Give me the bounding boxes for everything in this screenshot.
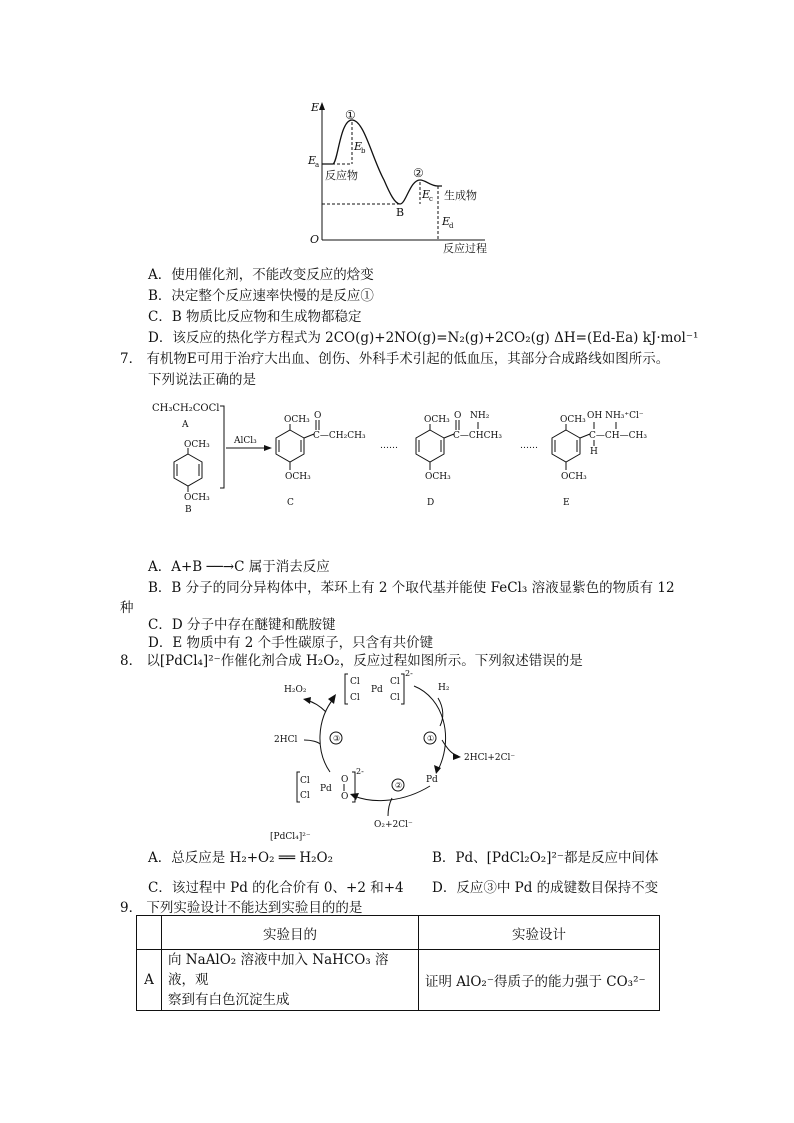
- e-top-groups: OH NH₃⁺Cl⁻: [587, 411, 644, 421]
- b-och3-bottom: OCH₃: [184, 493, 210, 503]
- hcl-out-label: 2HCl+2Cl⁻: [464, 753, 516, 763]
- cycle-arc-1: [414, 686, 446, 770]
- cycle-arc-3: [320, 698, 334, 772]
- step2-label: ②: [395, 781, 403, 790]
- ed-label: E: [442, 215, 451, 228]
- hcl-in-label: 2HCl: [274, 735, 298, 745]
- c-och3-bottom: OCH₃: [285, 472, 311, 482]
- q7-synthesis-route: [148, 396, 688, 516]
- molecule-d: [416, 420, 478, 470]
- pdcl4-charge: 2-: [405, 669, 413, 678]
- y-axis-label: E: [311, 101, 320, 114]
- origin-label: O: [310, 233, 320, 246]
- q8-option-a: [148, 846, 333, 866]
- o2-label: O₂+2Cl⁻: [374, 820, 413, 830]
- hcl-out-arrowhead: [453, 753, 461, 760]
- b-och3-top: OCH₃: [184, 440, 210, 450]
- header-design: 实验设计: [419, 916, 660, 950]
- molecule-b: [174, 448, 202, 492]
- molecule-e: [552, 422, 616, 470]
- h2-label: H₂: [438, 683, 450, 693]
- ea-label: E: [308, 154, 317, 167]
- row-purpose-line1: 向 NaAlO₂ 溶液中加入 NaHCO₃ 溶液，观: [168, 952, 389, 988]
- d-och3-top: OCH₃: [424, 415, 450, 425]
- q7-option-a: A．A+B ──→C 属于消去反应: [148, 559, 330, 575]
- label-b: B: [185, 505, 192, 515]
- eb-label: E: [354, 140, 363, 153]
- row-label: A: [137, 950, 162, 1011]
- pdcl4-cl2: Cl: [350, 693, 360, 703]
- q7-stem-line2: 下列说法正确的是: [148, 372, 256, 388]
- pdcl2o2-cl1: Cl: [300, 776, 310, 786]
- q8-stem: 8． 以[PdCl₄]²⁻作催化剂合成 H₂O₂，反应过程如图所示。下列叙述错误的是: [120, 653, 583, 669]
- q8-option-a-catalyst: [PdCl₄]²⁻: [270, 832, 311, 842]
- row-design: 证明 AlO₂⁻得质子的能力强于 CO₃²⁻: [419, 950, 660, 1011]
- q8-option-c: C．该过程中 Pd 的化合价有 0、+2 和+4: [148, 880, 404, 896]
- label-d: D: [427, 498, 435, 508]
- pdcl2o2-o1: O: [341, 775, 349, 785]
- hcl-in-arrow: [304, 740, 320, 744]
- molecule-c: [276, 420, 319, 470]
- reagent-a: CH₃CH₂COCl: [152, 403, 220, 414]
- q8-option-a-text: A．总反应是 H₂+O₂ ══ H₂O₂: [148, 850, 334, 866]
- label-a: A: [182, 420, 189, 430]
- d-chain: C—CHCH₃: [453, 431, 502, 441]
- d-och3-bottom: OCH₃: [425, 472, 451, 482]
- c-och3-top: OCH₃: [284, 415, 310, 425]
- q7-option-b-line2: 种: [120, 600, 134, 616]
- intermediate-label: B: [396, 206, 405, 219]
- energy-profile-diagram: [300, 98, 500, 260]
- label-e: E: [563, 498, 570, 508]
- q7-option-c: C．D 分子中存在醚键和酰胺键: [148, 617, 336, 633]
- table-row: [137, 950, 660, 1011]
- q8-catalytic-cycle: [264, 668, 534, 830]
- q8-option-d: D．反应③中 Pd 的成键数目保持不变: [432, 880, 659, 896]
- h2o2-out-arrowhead: [303, 697, 311, 704]
- ed-sub: d: [449, 222, 454, 230]
- c-chain: C—CH₂CH₃: [313, 431, 366, 441]
- table-header-row: [137, 916, 660, 950]
- q7-stem-line1: 7． 有机物E可用于治疗大出血、创伤、外科手术引起的低血压，其部分合成路线如图所示。: [120, 351, 670, 367]
- e-och3-top: OCH₃: [560, 415, 586, 425]
- peak1-label: ①: [345, 108, 356, 122]
- step1-label: ①: [427, 734, 435, 743]
- d-o: O: [454, 411, 462, 421]
- pdcl4-cl4: Cl: [390, 693, 400, 703]
- catalyst-label: AlCl₃: [234, 436, 257, 446]
- eb-sub: b: [361, 147, 366, 155]
- e-och3-bottom: OCH₃: [561, 472, 587, 482]
- h2o2-label: H₂O₂: [284, 685, 307, 695]
- e-chain: C—CH—CH₃: [589, 431, 647, 441]
- ea-sub: a: [315, 161, 320, 169]
- q9-stem: 9． 下列实验设计不能达到实验目的的是: [120, 900, 363, 916]
- pd-label: Pd: [426, 775, 438, 785]
- q7-option-d: D．E 物质中有 2 个手性碳原子，只含有共价键: [148, 635, 434, 651]
- x-axis-label: 反应过程: [443, 242, 487, 255]
- reactant-bracket: [220, 406, 224, 488]
- q6-option-c: C．B 物质比反应物和生成物都稳定: [148, 309, 362, 325]
- header-purpose: 实验目的: [162, 916, 419, 950]
- ec-sub: c: [429, 195, 433, 203]
- product-label: 生成物: [444, 189, 477, 202]
- row-purpose-line2: 察到有白色沉淀生成: [168, 992, 290, 1008]
- pdcl4-cl3: Cl: [390, 677, 400, 687]
- q7-option-b-line1: B．B 分子的同分异构体中，苯环上有 2 个取代基并能使 FeCl₃ 溶液显紫色的物质有 12: [148, 580, 675, 596]
- row-purpose: [162, 950, 419, 1011]
- c-o: O: [314, 411, 322, 421]
- q6-option-a: A．使用催化剂，不能改变反应的焓变: [148, 267, 374, 283]
- dots-2: ……: [520, 441, 538, 451]
- pdcl2o2-pd: Pd: [320, 784, 332, 794]
- ec-label: E: [422, 188, 431, 201]
- reactant-label: 反应物: [325, 169, 358, 182]
- pdcl2o2-o2: O: [341, 792, 349, 802]
- pdcl4-cl1: Cl: [350, 677, 360, 687]
- cycle-arrow-3: [328, 694, 336, 704]
- o2-in-arrow: [388, 798, 392, 816]
- q9-table: [136, 915, 660, 1011]
- step3-label: ③: [333, 734, 341, 743]
- q6-option-d: D．该反应的热化学方程式为 2CO(g)+2NO(g)=N₂(g)+2CO₂(g) ΔH=(Ed-Ea) kJ·mol⁻¹: [148, 330, 699, 346]
- e-h: H: [590, 447, 598, 457]
- dots-1: ……: [380, 441, 398, 451]
- y-axis-arrow: [319, 102, 325, 110]
- header-empty-cell: [137, 916, 162, 950]
- reaction-arrowhead: [264, 445, 272, 451]
- pdcl2o2-charge: 2-: [356, 767, 364, 776]
- pdcl2o2-cl2: Cl: [300, 791, 310, 801]
- pdcl4-bracket-left: [345, 674, 348, 704]
- peak2-label: ②: [413, 166, 424, 180]
- pdcl4-pd: Pd: [371, 685, 383, 695]
- label-c: C: [287, 498, 294, 508]
- pdcl4-bracket-right: [401, 674, 404, 704]
- q8-option-b: B．Pd、[PdCl₂O₂]²⁻都是反应中间体: [432, 850, 659, 866]
- d-nh2: NH₂: [470, 411, 490, 421]
- q6-option-b: B．决定整个反应速率快慢的是反应①: [148, 288, 374, 304]
